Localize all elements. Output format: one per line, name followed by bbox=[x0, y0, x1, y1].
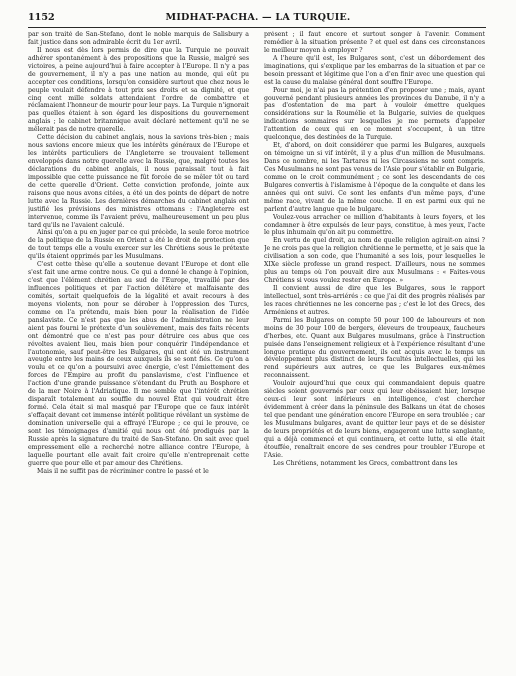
paragraph: Il nous est dès lors permis de dire que la Turquie ne pouvait adhérer spontanément à des propositions que la Russie, malgré ses victoires, a peine aujourd'hui à faire accepter à l'Europe. Il n'y a pas de gouvernement, il n'y a pas une nation au monde, qui eût pu accepter ces conditions, lorsqu'on considère surtout que chez nous le peuple voulait défendre à tout prix ses droits et sa dignité, et que cinq cent mille soldats attendaient l'ordre de combattre et réclamaient l'honneur de mourir pour leur pays. La Turquie n'ignorait pas quelles étaient à son égard les dispositions du gouvernement anglais ; le cabinet britannique avait déclaré nettement qu'il ne se mêlerait pas de notre querelle. bbox=[28, 46, 249, 134]
paragraph: Mais il ne suffit pas de récriminer contre le passé et le bbox=[37, 467, 209, 475]
paragraph: par son traité de San-Stefano, dont le noble marquis de Salisbury a fait justice dans son admirable écrit du 1er avril. bbox=[28, 31, 249, 46]
paragraph: A l'heure qu'il est, les Bulgares sont, c'est un débordement des imaginations, qui s'explique par les embarras de la situation et par ce besoin pressant et légitime que l'on a d'en finir avec une question qui est la cause du malaise général dont souffre l'Europe. bbox=[264, 54, 485, 86]
paragraph: Et, d'abord, on doit considérer que parmi les Bulgares, auxquels on témoigne un si vif intérêt, il y a plus d'un million de Musulmans. Dans ce nombre, ni les Tartares ni les Circassiens ne sont compris. Ces Musulmans ne sont pas venus de l'Asie pour s'établir en Bulgarie, comme on le croit communément ; ce sont les descendants de ces Bulgares convertis à l'islamisme à l'époque de la conquête et dans les années qui ont suivi. Ce sont les enfants d'un même pays, d'une même race, vivant de la même couche. Il en est parmi eux qui ne parlent d'autre langue que le bulgare. bbox=[264, 142, 485, 213]
paragraph: C'est cette thèse qu'elle a soutenue devant l'Europe et dont elle s'est fait une arme contre nous. Ce qui a donné le change à l'opinion, c'est que l'élément chrétien au sud de l'Europe, travaillé par des influences politiques et par l'action délétère et malfaisante des comités, sortait quelquefois de la légalité et avait recours à des moyens violents, non pour se dérober à l'oppression des Turcs, comme on l'a prétendu, mais bien pour la réalisation de l'idée panslaviste. Ce n'est pas que les abus de l'administration ne leur aient pas fourni le prétexte d'un soulèvement, mais des faits récents ont démontré que ce n'est pas pour détruire ces abus que ces révoltes avaient lieu, mais bien pour conquérir l'indépendance et l'autonomie, sauf peut-être les Bulgares, qui ont été un instrument aveugle entre les mains de ceux auxquels ils se sont fiés. Ce qu'on a voulu et ce qu'on a poursuivi avec énergie, c'est l'émiettement des forces de l'Empire au profit du panslavisme, c'est l'influence et l'action d'une grande puissance s'étendant du Pruth au Bosphore et de la mer Noire à l'Adriatique. Il me semble que l'intérêt chrétien disparaît totalement au souffle du nouvel État qui voudrait être formé. Cela était si mal masqué par l'Europe que ce faux intérêt s'effaçait devant cet immense intérêt politique révélant un système de domination universelle qui a effrayé l'Europe ; ce qui le prouve, ce sont les témoignages d'amitié qui nous ont été prodigués par la Russie après la signature du traité de San-Stefano. On sait avec quel empressement elle a recherché notre alliance contre l'Europe, à laquelle pourtant elle avait fait croire qu'elle n'entreprenait cette guerre que pour elle et par amour des Chrétiens. bbox=[28, 261, 249, 467]
page-number: 1152 bbox=[28, 12, 55, 23]
column-gutter bbox=[256, 31, 257, 669]
left-column bbox=[28, 31, 249, 671]
paragraph: Les Chrétiens, notamment les Grecs, combattront dans les bbox=[273, 459, 458, 467]
paragraph: Pour moi, je n'ai pas la prétention d'en proposer une ; mais, ayant gouverné pendant plusieurs années les provinces du Danube, il n'y a pas d'ostentation de ma part à vouloir émettre quelques considérations sur la Roumélie et la Bulgarie, suivies de quelques indications sommaires sur lesquelles je me permets d'appeler l'attention de ceux qui en ce moment s'occupent, à un titre quelconque, des destinées de la Turquie. bbox=[264, 86, 485, 142]
paragraph: Cette décision du cabinet anglais, nous la savions très-bien ; mais nous savions encore mieux que les intérêts généraux de l'Europe et les intérêts particuliers de l'Angleterre se trouvaient tellement enveloppés dans notre querelle avec la Russie, que, malgré toutes les déclarations du cabinet anglais, il nous paraissait tout à fait impossible que cette puissance ne fût forcée de se mêler tôt ou tard de cette querelle d'Orient. Cette conviction profonde, jointe aux raisons que nous avons citées, a été un des points de départ de notre lutte avec la Russie. Les dernières démarches du cabinet anglais ont justifié les prévisions des ministres ottomans : l'Angleterre est intervenue, comme ils l'avaient prévu, malheureusement un peu plus tard qu'ils ne l'avaient calculé. bbox=[28, 134, 249, 229]
paragraph: Vouloir aujourd'hui que ceux qui commandaient depuis quatre siècles soient gouvernés par ceux qui leur obéissaient hier, lorsque ceux-ci leur sont inférieurs en intelligence, c'est chercher évidemment à créer dans la péninsule des Balkans un état de choses tel que pendant une génération encore l'Europe en sera troublée ; car les Musulmans bulgares, avant de quitter leur pays et de se désister de leurs propriétés et de leurs biens, engageront une lutte sanglante, qui a déjà commencé et qui continuera, et cette lutte, si elle était étouffée, renaîtrait encore de ses cendres pour troubler l'Europe et l'Asie. bbox=[264, 380, 485, 459]
paragraph: En vertu de quel droit, au nom de quelle religion agirait-on ainsi ? Je ne crois pas que la religion chrétienne le permette, et je sais que la civilisation a son code, que l'humanité a ses lois, pour lesquelles le XIXe siècle professe un grand respect. D'ailleurs, nous ne sommes plus au temps où l'on pouvait dire aux Musulmans : « Faites-vous Chrétiens si vous voulez rester en Europe. » bbox=[264, 237, 485, 285]
paragraph: Parmi les Bulgares on compte 50 pour 100 de laboureurs et non moins de 30 pour 100 de bergers, éleveurs de troupeaux, faucheurs d'herbes, etc. Quant aux Bulgares musulmans, grâce à l'instruction puisée dans l'enseignement religieux et à l'expérience résultant d'une longue pratique du gouvernement, ils ont acquis avec le temps un développement plus distinct de leurs facultés intellectuelles, qui les rend supérieurs aux autres, ce que les Bulgares eux-mêmes reconnaissent. bbox=[264, 316, 485, 380]
running-title: MIDHAT-PACHA. — LA TURQUIE. bbox=[165, 12, 351, 23]
paragraph: Il convient aussi de dire que les Bulgares, sous le rapport intellectuel, sont très-arriérés : ce que j'ai dit des progrès réalisés par les races chrétiennes ne les concerne pas ; c'est le lot des Grecs, des Arméniens et autres. bbox=[264, 285, 485, 316]
paragraph: Voulez-vous arracher ce million d'habitants à leurs foyers, et les condamner à être expulsés de leur pays, constitue, à mes yeux, l'acte le plus inhumain qu'on ait pu commettre. bbox=[264, 213, 485, 237]
paragraph: présent ; il faut encore et surtout songer à l'avenir. Comment remédier à la situation présente ? et quel est dans ces circonstances le meilleur moyen à employer ? bbox=[264, 31, 485, 54]
right-column bbox=[264, 31, 485, 671]
header-rule bbox=[28, 27, 486, 28]
paragraph: Ainsi qu'on a pu en juger par ce qui précède, la seule force motrice de la politique de la Russie en Orient a été le droit de protection que de tout temps elle a voulu exercer sur les Chrétiens sous le prétexte qu'ils étaient opprimés par les Musulmans. bbox=[28, 229, 249, 261]
